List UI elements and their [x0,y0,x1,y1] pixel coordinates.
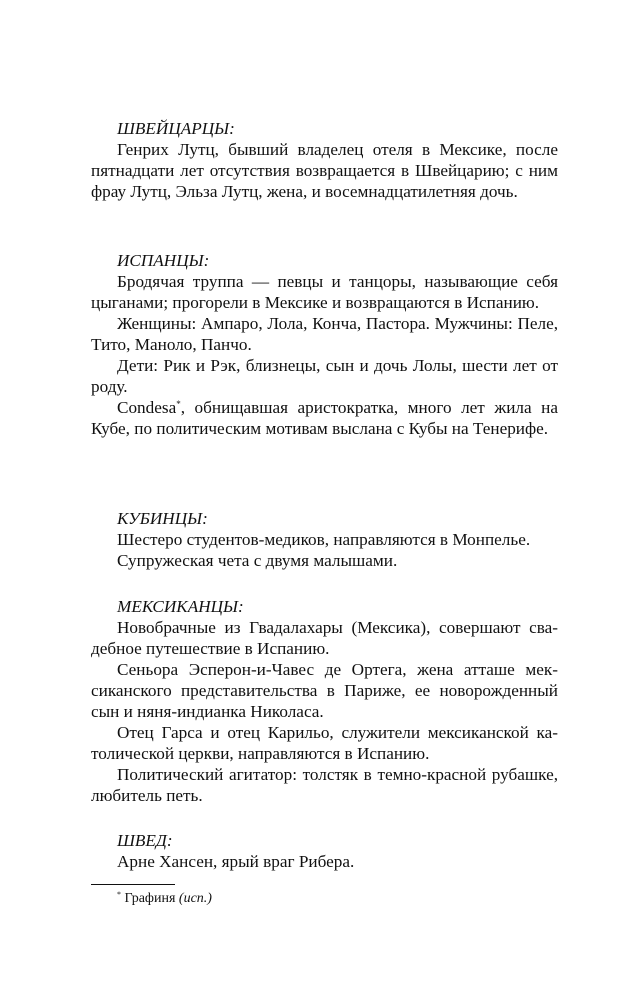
footnote-mark: * [117,890,121,899]
section-heading: МЕКСИКАНЦЫ: [117,597,244,616]
footnote [91,890,558,908]
condesa-word: Condesa [117,398,177,417]
paragraph: Дети: Рик и Рэк, близнецы, сын и дочь Лолы, шести лет от роду. [91,356,558,396]
footnote-reference: * [176,399,181,409]
paragraph: Новобрачные из Гвадалахары (Мексика), совершают свадебное путешествие в Испанию. [91,618,558,658]
paragraph: Отец Гарса и отец Карильо, служители мексиканской католической церкви, направляются в Испанию. [91,723,558,763]
paragraph: Шестеро студентов-медиков, направляются в Монпелье. [117,530,531,549]
section-heading: ШВЕД: [117,831,173,850]
section-heading: ШВЕЙЦАРЦЫ: [117,119,235,138]
footnote-text: Графиня [121,891,179,906]
paragraph: Арне Хансен, ярый враг Рибера. [117,852,355,871]
section-cuban [91,508,558,571]
section-heading: КУБИНЦЫ: [117,509,208,528]
footnote-divider [91,884,175,885]
paragraph-condesa [91,397,558,439]
paragraph: Политический агитатор: толстяк в темно-красной рубашке, любитель петь. [91,765,558,805]
paragraph: Женщины: Ампаро, Лола, Конча, Пастора. Мужчины: Пеле, Тито, Маноло, Панчо. [91,314,558,354]
paragraph: Бродячая труппа — певцы и танцоры, называющие себя цыганами; прогорели в Мексике и возвращаются в Испанию. [91,272,558,312]
paragraph: Генрих Лутц, бывший владелец отеля в Мексике, после пятнадцати лет отсутствия возвращается в Швейцарию; с ним фрау Лутц, Эльза Лутц, жена, и восемнадцатилетняя дочь. [91,140,558,201]
footnote-language-note: (исп.) [178,891,212,906]
section-swiss [91,118,558,202]
section-spanish [91,250,558,439]
paragraph: Супружеская чета с двумя малышами. [117,551,398,570]
section-heading: ИСПАНЦЫ: [117,251,210,270]
section-swede [91,830,558,872]
section-mexican [91,596,558,806]
condesa-description: , обнищавшая аристократка, много лет жила на Кубе, по политическим мотивам выслана с Кубы на Тенерифе. [91,398,558,438]
paragraph: Сеньора Эсперон-и-Чавес де Ортега, жена атташе мексиканского представительства в Париже, ее новорожденный сын и няня-индианка Николаса. [91,660,558,721]
